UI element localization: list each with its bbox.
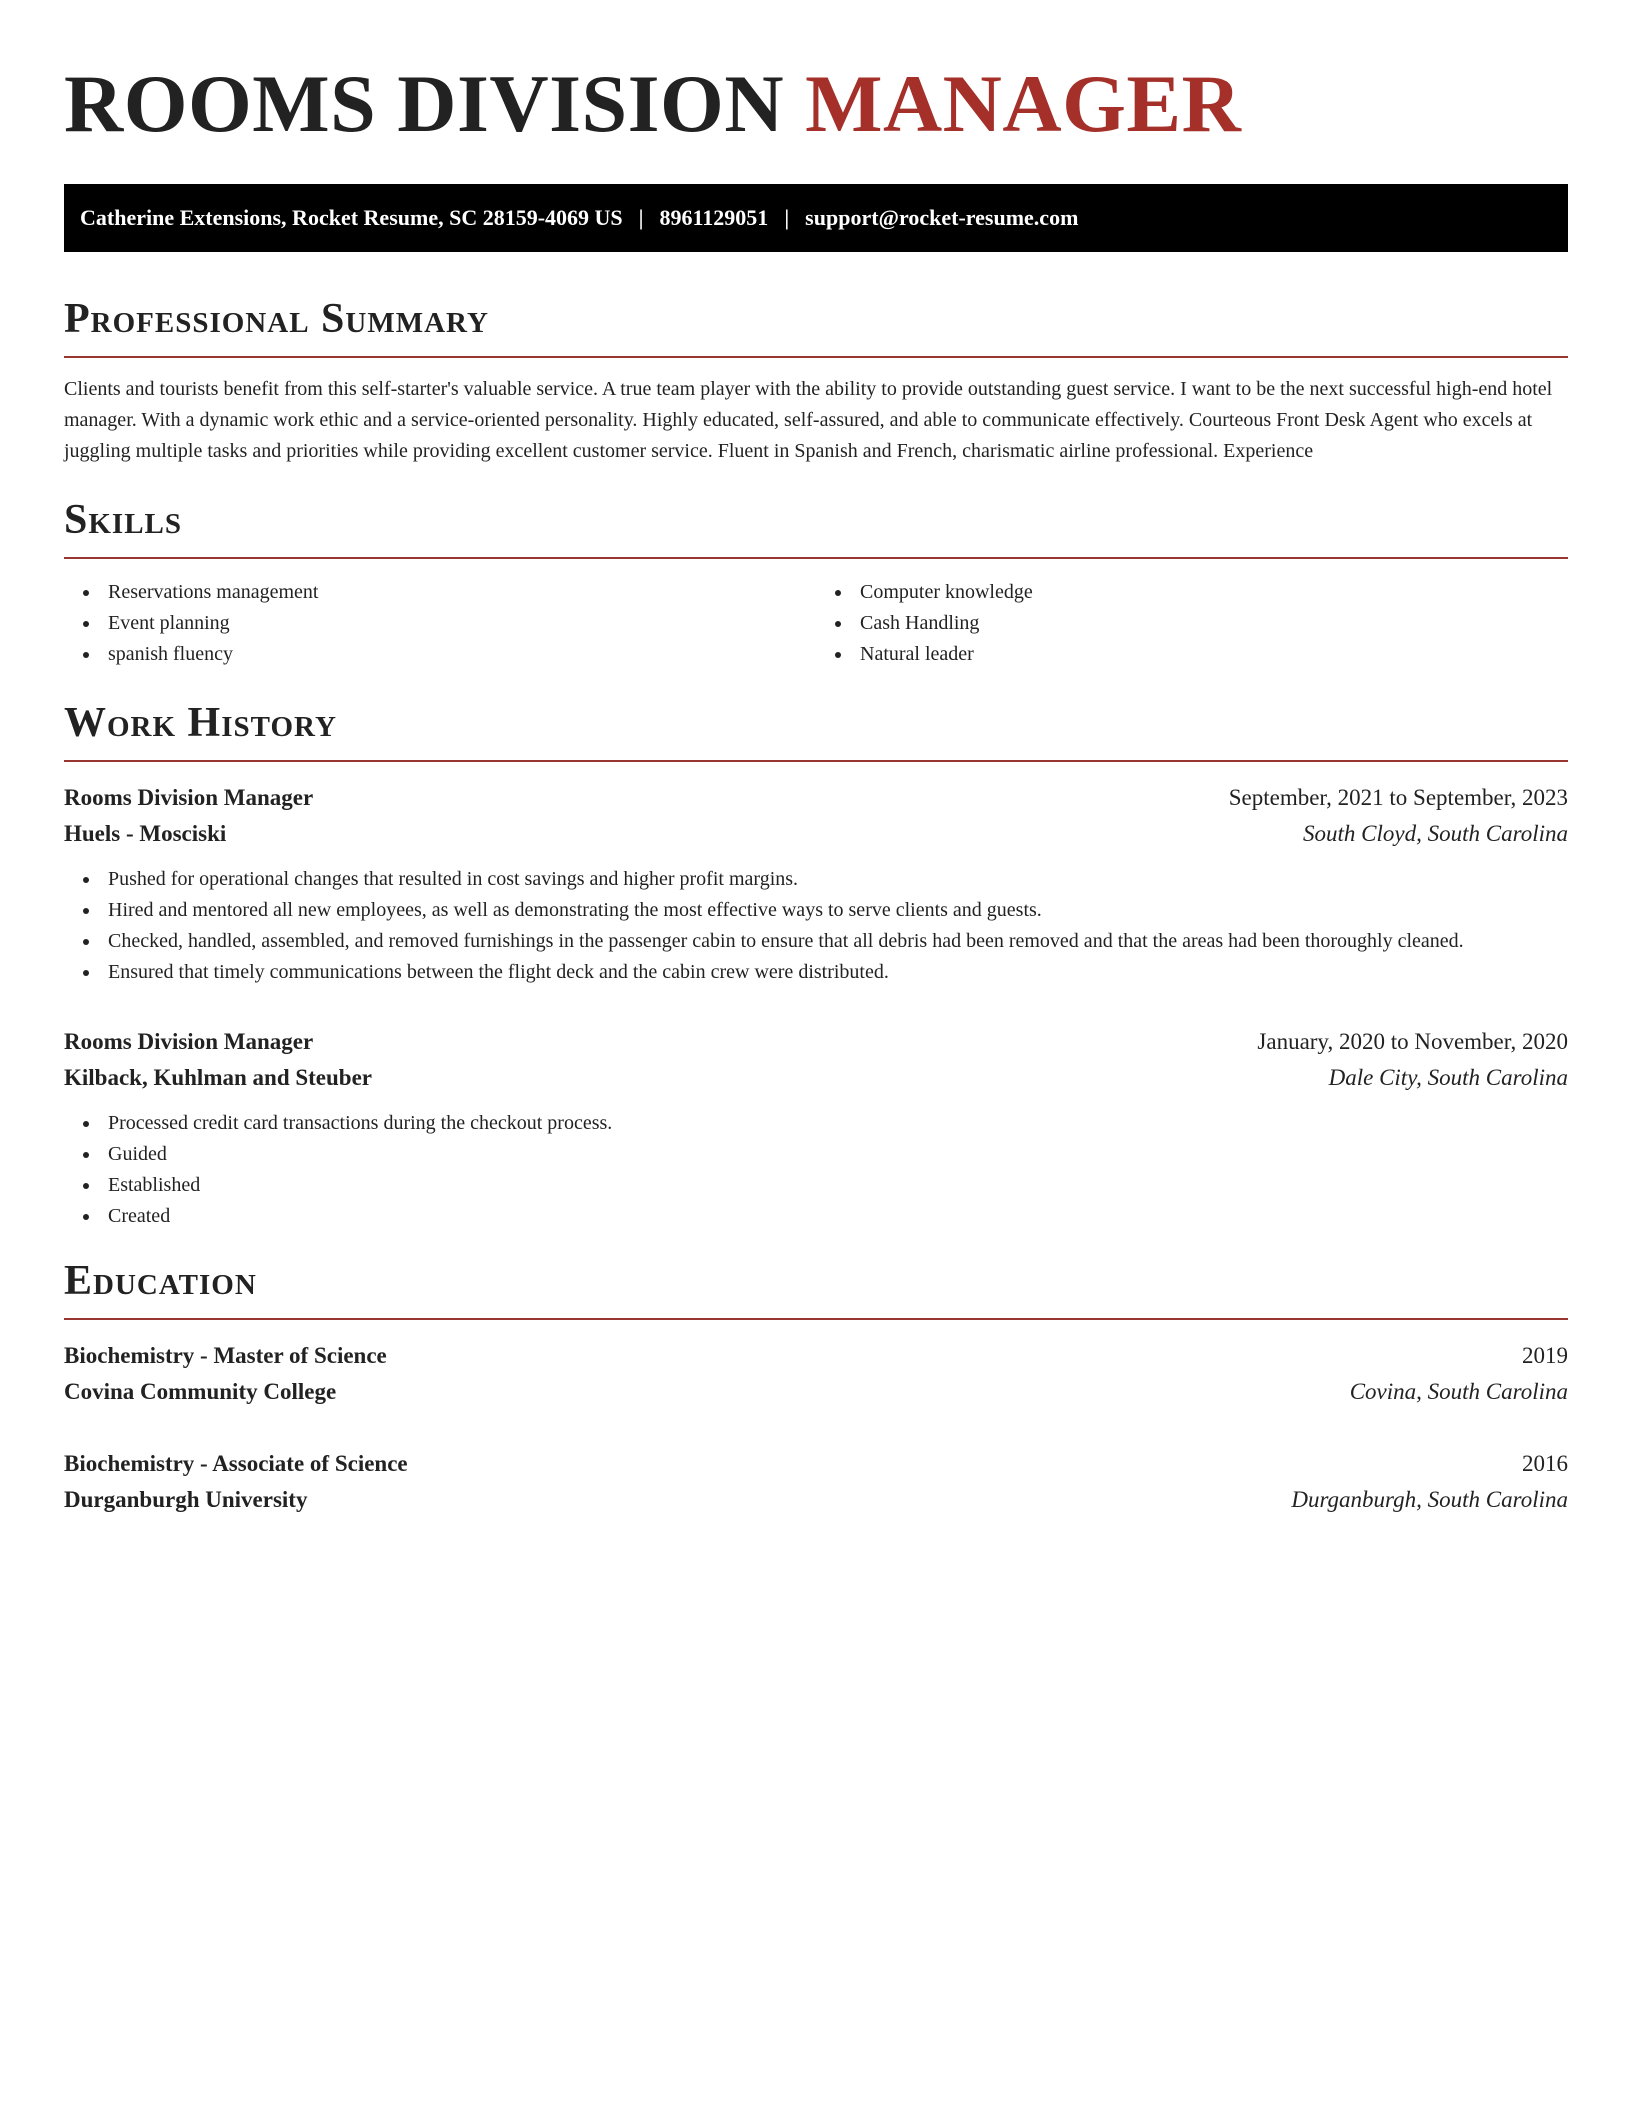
skill-item: Computer knowledge <box>860 577 1568 608</box>
education-degree: Biochemistry - Master of Science <box>64 1343 387 1368</box>
education-section <box>64 1256 1568 1518</box>
work-history-section <box>64 698 1568 1232</box>
job-bullet: Checked, handled, assembled, and removed furnishings in the passenger cabin to ensure that all debris had been removed and that the areas had been thoroughly cleaned. <box>108 926 1568 957</box>
contact-separator: | <box>638 205 644 230</box>
education-school: Covina Community College <box>64 1379 337 1404</box>
summary-section <box>64 294 1568 467</box>
skill-item: Natural leader <box>860 639 1568 670</box>
job-entry <box>64 780 1568 988</box>
title-main: ROOMS DIVISION <box>64 58 785 149</box>
job-bullets <box>64 864 1568 988</box>
education-entry <box>64 1338 1568 1410</box>
job-title: Rooms Division Manager <box>64 785 314 810</box>
skills-column-left <box>64 577 816 670</box>
skills-heading: Skills <box>64 497 183 543</box>
job-entry <box>64 1024 1568 1232</box>
education-entry <box>64 1446 1568 1518</box>
job-bullet: Guided <box>108 1139 1568 1170</box>
work-history-heading: Work History <box>64 700 337 746</box>
contact-bar <box>64 184 1568 252</box>
job-location: Dale City, South Carolina <box>1328 1065 1568 1090</box>
title-accent: MANAGER <box>805 58 1242 149</box>
job-bullet: Hired and mentored all new employees, as well as demonstrating the most effective ways to serve clients and guests. <box>108 895 1568 926</box>
job-bullet: Ensured that timely communications between the flight deck and the cabin crew were distributed. <box>108 957 1568 988</box>
skills-grid <box>64 577 1568 670</box>
skill-item: Reservations management <box>108 577 816 608</box>
summary-text: Clients and tourists benefit from this self-starter's valuable service. A true team player with the ability to provide outstanding guest service. I want to be the next successful high-end hotel manager. With a dynamic work ethic and a service-oriented personality. Highly educated, self-assured, and able to communicate effectively. Courteous Front Desk Agent who excels at juggling multiple tasks and priorities while providing excellent customer service. Fluent in Spanish and French, charismatic airline professional. Experience <box>64 378 1553 462</box>
education-location: Durganburgh, South Carolina <box>1291 1487 1568 1512</box>
job-company: Kilback, Kuhlman and Steuber <box>64 1065 373 1090</box>
section-divider <box>64 760 1568 762</box>
education-location: Covina, South Carolina <box>1349 1379 1568 1404</box>
section-divider <box>64 356 1568 358</box>
job-bullet: Established <box>108 1170 1568 1201</box>
section-divider <box>64 557 1568 559</box>
skill-item: spanish fluency <box>108 639 816 670</box>
education-year: 2016 <box>1522 1451 1568 1476</box>
section-divider <box>64 1318 1568 1320</box>
education-year: 2019 <box>1522 1343 1568 1368</box>
summary-heading: Professional Summary <box>64 296 489 342</box>
contact-phone: 8961129051 <box>659 205 769 230</box>
job-dates: January, 2020 to November, 2020 <box>1257 1029 1568 1054</box>
resume-title <box>64 56 1568 152</box>
job-bullets <box>64 1108 1568 1232</box>
job-bullet: Pushed for operational changes that resulted in cost savings and higher profit margins. <box>108 864 1568 895</box>
job-location: South Cloyd, South Carolina <box>1303 821 1568 846</box>
skill-item: Event planning <box>108 608 816 639</box>
education-degree: Biochemistry - Associate of Science <box>64 1451 408 1476</box>
job-bullet: Processed credit card transactions during the checkout process. <box>108 1108 1568 1139</box>
skill-item: Cash Handling <box>860 608 1568 639</box>
contact-separator: | <box>784 205 790 230</box>
job-company: Huels - Mosciski <box>64 821 227 846</box>
contact-address: Catherine Extensions, Rocket Resume, SC 28159-4069 US <box>80 205 623 230</box>
contact-email: support@rocket-resume.com <box>805 205 1079 230</box>
education-heading: Education <box>64 1258 257 1304</box>
skills-section <box>64 495 1568 670</box>
skills-column-right <box>816 577 1568 670</box>
job-title: Rooms Division Manager <box>64 1029 314 1054</box>
job-bullet: Created <box>108 1201 1568 1232</box>
education-school: Durganburgh University <box>64 1487 308 1512</box>
job-dates: September, 2021 to September, 2023 <box>1228 785 1568 810</box>
